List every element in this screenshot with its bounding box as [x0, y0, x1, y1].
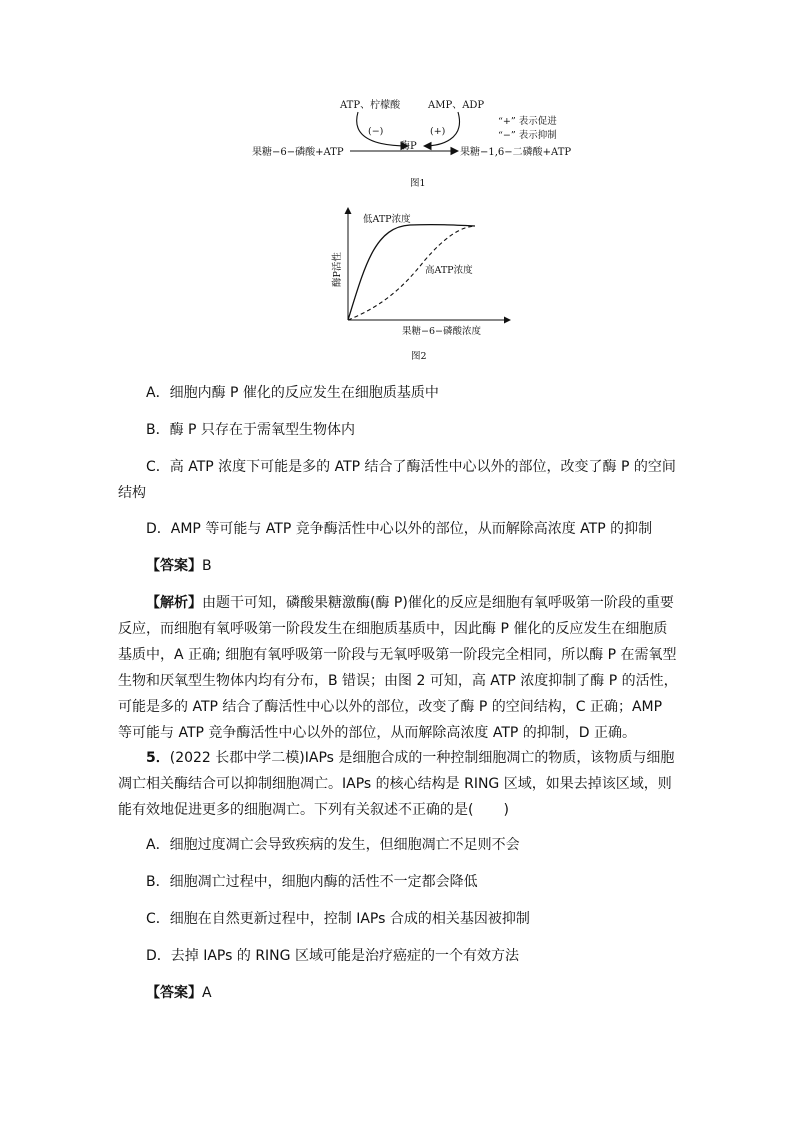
q4-answer — [118, 553, 678, 579]
q5-option-a: A．细胞过度凋亡会导致疾病的发生，但细胞凋亡不足则不会 — [146, 837, 520, 853]
figure-1-pathway-diagram — [240, 90, 600, 190]
q5-option-b: B．细胞凋亡过程中，细胞内酶的活性不一定都会降低 — [146, 874, 478, 890]
analysis-text: 由题干可知，磷酸果糖激酶(酶 P)催化的反应是细胞有氧呼吸第一阶段的重要反应，而细胞有氧呼吸第一阶段发生在细胞质基质中，因此酶 P 催化的反应发生在细胞质基质中，A 正确; 细胞有氧呼吸第一阶段与无氧呼吸第一阶段完全相同，所以酶 P 在需氧型生物和厌氧型生物体内均有分布，B 错误；由图 2 可知，高 ATP 浓度抑制了酶 P 的活性，可能是多的 ATP 结合了酶活性中心以外的部位，改变了酶 P 的空间结构，C 正确；AMP 等可能与 ATP 竞争酶活性中心以外的部位，从而解除高浓度 ATP 的抑制，D 正确。 — [118, 595, 678, 741]
enzyme-label: 酶P — [400, 141, 417, 152]
q5-answer-value: A — [202, 985, 212, 1001]
q5-stem-text: (2022 长郡中学二模)IAPs 是细胞合成的一种控制细胞凋亡的物质，该物质与细胞凋亡相关酶结合可以抑制细胞凋亡。IAPs 的核心结构是 RING 区域，如果去掉该区域，则能有效地促进更多的细胞凋亡。下列有关叙述不正确的是( — [118, 750, 675, 818]
q5-number: 5． — [146, 750, 170, 766]
legend-minus: “−” 表示抑制 — [498, 130, 557, 141]
answer-value: B — [202, 558, 212, 574]
q5-option-c: C．细胞在自然更新过程中，控制 IAPs 合成的相关基因被抑制 — [146, 911, 530, 927]
high-atp-label: 高ATP浓度 — [425, 265, 473, 276]
q4-option-a: A．细胞内酶 P 催化的反应发生在细胞质基质中 — [146, 385, 439, 401]
figure-2-caption: 图2 — [411, 351, 427, 362]
q5-stem — [118, 745, 678, 823]
analysis-tag: 【解析】 — [146, 595, 202, 611]
q5-stem-close: ) — [503, 802, 509, 818]
inhibitors-label: ATP、柠檬酸 — [340, 100, 401, 111]
q5-option-d: D．去掉 IAPs 的 RING 区域可能是治疗癌症的一个有效方法 — [146, 948, 519, 964]
plus-sign: (+) — [430, 126, 446, 137]
substrate-label: 果糖−6−磷酸+ATP — [252, 147, 344, 158]
activators-label: AMP、ADP — [428, 100, 485, 111]
figure-1-caption: 图1 — [410, 178, 426, 189]
answer-tag: 【答案】 — [146, 558, 202, 574]
x-axis-label: 果糖−6−磷酸浓度 — [402, 326, 481, 337]
q5-answer — [118, 980, 678, 1006]
q4-option-d: D．AMP 等可能与 ATP 竞争酶活性中心以外的部位，从而解除高浓度 ATP 的抑制 — [146, 521, 653, 537]
q4-analysis — [118, 590, 678, 746]
product-label: 果糖−1,6−二磷酸+ATP — [460, 147, 572, 158]
legend-plus: “+” 表示促进 — [498, 116, 557, 127]
low-atp-label: 低ATP浓度 — [363, 214, 411, 225]
q4-option-c: C．高 ATP 浓度下可能是多的 ATP 结合了酶活性中心以外的部位，改变了酶 P 的空间结构 — [118, 459, 676, 501]
minus-sign: (−) — [368, 126, 384, 137]
q4-option-b: B．酶 P 只存在于需氧型生物体内 — [146, 422, 355, 438]
y-axis-label: 酶P活性 — [332, 252, 343, 287]
q5-answer-tag: 【答案】 — [146, 985, 202, 1001]
figure-2-activity-graph — [325, 205, 515, 365]
